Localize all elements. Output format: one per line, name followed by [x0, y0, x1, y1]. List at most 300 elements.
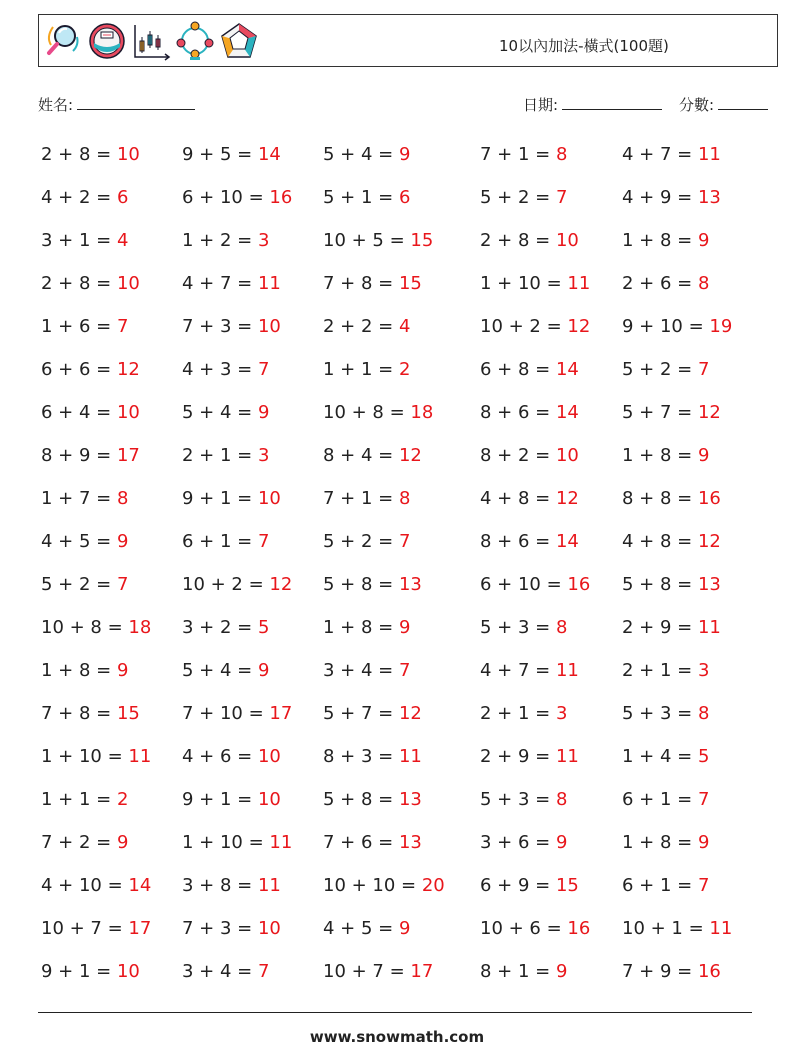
problem-question: 10 + 6 =: [480, 918, 568, 939]
problem-item: [182, 186, 292, 210]
problem-answer: 7: [555, 187, 568, 208]
problem-question: 3 + 2 =: [182, 617, 258, 638]
clock-icon: [87, 21, 127, 61]
problem-question: 4 + 9 =: [622, 187, 698, 208]
problem-item: [323, 960, 433, 984]
problem-answer: 16: [567, 574, 591, 595]
problem-answer: 16: [697, 488, 721, 509]
problem-item: [182, 831, 292, 855]
problem-answer: 9: [697, 230, 710, 251]
problem-answer: 13: [697, 574, 721, 595]
problem-answer: 12: [398, 703, 422, 724]
date-field: [523, 94, 662, 115]
problem-answer: 9: [555, 961, 568, 982]
problem-item: [41, 315, 128, 339]
problem-item: [622, 917, 732, 941]
problem-question: 10 + 7 =: [323, 961, 411, 982]
problem-item: [182, 401, 269, 425]
problem-item: [622, 788, 709, 812]
problem-question: 2 + 1 =: [182, 445, 258, 466]
problem-question: 7 + 3 =: [182, 316, 258, 337]
problem-item: [480, 917, 590, 941]
problem-question: 2 + 2 =: [323, 316, 399, 337]
problem-question: 8 + 8 =: [622, 488, 698, 509]
problem-item: [41, 530, 128, 554]
problem-answer: 10: [116, 961, 140, 982]
problem-answer: 17: [269, 703, 293, 724]
problem-answer: 9: [116, 832, 129, 853]
problem-item: [41, 186, 128, 210]
problem-item: [622, 186, 721, 210]
problem-item: [622, 272, 709, 296]
problem-question: 2 + 8 =: [41, 144, 117, 165]
problem-answer: 7: [257, 961, 270, 982]
problem-item: [323, 874, 445, 898]
problem-item: [622, 487, 721, 511]
problem-answer: 11: [398, 746, 422, 767]
problem-answer: 6: [116, 187, 129, 208]
problem-item: [323, 487, 410, 511]
problem-answer: 18: [128, 617, 152, 638]
problem-item: [182, 530, 269, 554]
problem-item: [41, 659, 128, 683]
score-field: [679, 94, 768, 115]
problem-item: [323, 315, 410, 339]
magnifier-icon: [43, 21, 83, 61]
problem-question: 7 + 9 =: [622, 961, 698, 982]
problem-question: 2 + 1 =: [480, 703, 556, 724]
problem-item: [480, 315, 590, 339]
problem-item: [480, 186, 567, 210]
problem-item: [323, 272, 422, 296]
problem-item: [182, 960, 269, 984]
problem-item: [480, 229, 579, 253]
problem-item: [323, 831, 422, 855]
problem-question: 1 + 10 =: [480, 273, 568, 294]
problem-question: 2 + 8 =: [41, 273, 117, 294]
problem-question: 5 + 4 =: [182, 660, 258, 681]
problem-question: 5 + 7 =: [622, 402, 698, 423]
problem-question: 4 + 5 =: [323, 918, 399, 939]
problem-answer: 4: [398, 316, 411, 337]
problem-item: [41, 143, 140, 167]
problem-question: 1 + 8 =: [622, 230, 698, 251]
problem-item: [41, 229, 128, 253]
problem-answer: 12: [567, 316, 591, 337]
problem-item: [182, 315, 281, 339]
problem-question: 3 + 8 =: [182, 875, 258, 896]
problem-answer: 3: [555, 703, 568, 724]
problem-item: [622, 702, 709, 726]
problem-answer: 20: [421, 875, 445, 896]
problem-answer: 7: [116, 574, 129, 595]
problem-question: 10 + 2 =: [480, 316, 568, 337]
problem-item: [41, 874, 151, 898]
problem-question: 5 + 3 =: [480, 617, 556, 638]
problem-item: [480, 358, 579, 382]
problem-answer: 9: [398, 617, 411, 638]
problem-item: [480, 573, 590, 597]
problem-item: [182, 487, 281, 511]
problem-question: 9 + 5 =: [182, 144, 258, 165]
problem-answer: 14: [555, 359, 579, 380]
problem-answer: 11: [567, 273, 591, 294]
problem-item: [480, 960, 567, 984]
problem-answer: 9: [257, 660, 270, 681]
problem-item: [41, 272, 140, 296]
problem-item: [622, 573, 721, 597]
problem-item: [480, 487, 579, 511]
problem-question: 6 + 9 =: [480, 875, 556, 896]
problem-question: 7 + 6 =: [323, 832, 399, 853]
stock-chart-icon: [131, 21, 171, 61]
problem-item: [480, 616, 567, 640]
score-label: 分數:: [679, 96, 715, 114]
problem-question: 5 + 3 =: [480, 789, 556, 810]
problem-question: 5 + 2 =: [323, 531, 399, 552]
problem-answer: 19: [709, 316, 733, 337]
problem-answer: 10: [116, 273, 140, 294]
problem-answer: 10: [555, 445, 579, 466]
problem-question: 7 + 8 =: [323, 273, 399, 294]
problem-answer: 9: [555, 832, 568, 853]
problem-question: 8 + 6 =: [480, 531, 556, 552]
problem-item: [41, 788, 128, 812]
problem-question: 1 + 8 =: [41, 660, 117, 681]
problem-question: 10 + 8 =: [323, 402, 411, 423]
problem-question: 6 + 10 =: [480, 574, 568, 595]
problem-item: [622, 745, 709, 769]
problem-question: 2 + 9 =: [622, 617, 698, 638]
problem-answer: 3: [257, 445, 270, 466]
problem-answer: 12: [398, 445, 422, 466]
problem-question: 5 + 3 =: [622, 703, 698, 724]
problem-answer: 16: [697, 961, 721, 982]
name-blank[interactable]: [77, 95, 195, 110]
problem-question: 1 + 2 =: [182, 230, 258, 251]
problem-question: 4 + 7 =: [480, 660, 556, 681]
problem-answer: 15: [398, 273, 422, 294]
problem-question: 10 + 1 =: [622, 918, 710, 939]
problem-answer: 8: [555, 617, 568, 638]
problem-item: [182, 229, 269, 253]
problem-item: [182, 702, 292, 726]
problem-answer: 11: [709, 918, 733, 939]
problem-item: [622, 315, 732, 339]
problem-item: [182, 659, 269, 683]
problem-answer: 7: [398, 531, 411, 552]
problem-item: [41, 616, 151, 640]
problem-question: 10 + 8 =: [41, 617, 129, 638]
problem-answer: 8: [697, 703, 710, 724]
problem-item: [182, 573, 292, 597]
problem-question: 7 + 1 =: [323, 488, 399, 509]
problem-question: 6 + 8 =: [480, 359, 556, 380]
problem-answer: 14: [555, 531, 579, 552]
problem-answer: 11: [257, 875, 281, 896]
problem-question: 8 + 1 =: [480, 961, 556, 982]
problem-question: 5 + 1 =: [323, 187, 399, 208]
problem-answer: 14: [128, 875, 152, 896]
problem-question: 5 + 2 =: [480, 187, 556, 208]
problem-answer: 12: [555, 488, 579, 509]
problem-answer: 14: [555, 402, 579, 423]
problem-question: 9 + 10 =: [622, 316, 710, 337]
problem-item: [323, 143, 410, 167]
problem-answer: 9: [116, 660, 129, 681]
problem-question: 1 + 8 =: [622, 832, 698, 853]
problem-item: [480, 831, 567, 855]
problem-question: 5 + 4 =: [182, 402, 258, 423]
problem-question: 5 + 8 =: [323, 574, 399, 595]
problem-answer: 15: [116, 703, 140, 724]
problem-answer: 8: [555, 144, 568, 165]
problem-question: 3 + 4 =: [323, 660, 399, 681]
problem-item: [182, 788, 281, 812]
problem-item: [480, 143, 567, 167]
problem-question: 4 + 7 =: [622, 144, 698, 165]
problem-question: 3 + 1 =: [41, 230, 117, 251]
problem-answer: 12: [269, 574, 293, 595]
problem-item: [622, 659, 709, 683]
problem-item: [182, 444, 269, 468]
problem-answer: 12: [697, 531, 721, 552]
problem-item: [41, 358, 140, 382]
problem-item: [480, 401, 579, 425]
problem-item: [622, 960, 721, 984]
problem-question: 6 + 1 =: [622, 875, 698, 896]
problem-question: 2 + 8 =: [480, 230, 556, 251]
problem-question: 9 + 1 =: [182, 488, 258, 509]
sheet-title: 10以內加法-橫式(100題): [499, 37, 669, 55]
problem-answer: 10: [116, 144, 140, 165]
problem-item: [622, 401, 721, 425]
problem-answer: 11: [555, 660, 579, 681]
problem-item: [323, 745, 422, 769]
date-label: 日期:: [523, 96, 559, 114]
problem-question: 3 + 6 =: [480, 832, 556, 853]
problem-answer: 6: [398, 187, 411, 208]
problem-answer: 17: [128, 918, 152, 939]
problem-question: 10 + 10 =: [323, 875, 422, 896]
score-blank[interactable]: [718, 95, 768, 110]
problem-item: [323, 229, 433, 253]
problem-answer: 10: [555, 230, 579, 251]
problem-answer: 7: [697, 789, 710, 810]
problem-answer: 8: [116, 488, 129, 509]
problem-answer: 7: [398, 660, 411, 681]
problem-item: [622, 358, 709, 382]
problem-question: 8 + 2 =: [480, 445, 556, 466]
problem-question: 2 + 6 =: [622, 273, 698, 294]
problem-question: 7 + 10 =: [182, 703, 270, 724]
problem-answer: 9: [257, 402, 270, 423]
problem-question: 5 + 7 =: [323, 703, 399, 724]
problem-answer: 11: [257, 273, 281, 294]
problem-question: 1 + 10 =: [182, 832, 270, 853]
problem-question: 5 + 2 =: [622, 359, 698, 380]
problem-question: 4 + 8 =: [480, 488, 556, 509]
problem-item: [323, 530, 410, 554]
problem-question: 7 + 2 =: [41, 832, 117, 853]
problem-answer: 7: [116, 316, 129, 337]
problem-item: [323, 917, 410, 941]
problem-answer: 5: [697, 746, 710, 767]
problem-item: [323, 401, 433, 425]
problem-item: [41, 444, 140, 468]
problem-answer: 13: [398, 789, 422, 810]
problem-answer: 15: [410, 230, 434, 251]
problem-question: 1 + 4 =: [622, 746, 698, 767]
problem-item: [480, 745, 579, 769]
problem-question: 5 + 4 =: [323, 144, 399, 165]
problem-question: 8 + 4 =: [323, 445, 399, 466]
problem-item: [323, 659, 410, 683]
problem-question: 1 + 7 =: [41, 488, 117, 509]
problem-item: [480, 530, 579, 554]
problem-answer: 8: [697, 273, 710, 294]
problem-answer: 9: [398, 144, 411, 165]
problem-answer: 17: [116, 445, 140, 466]
problem-item: [622, 616, 721, 640]
problem-question: 6 + 4 =: [41, 402, 117, 423]
problem-answer: 10: [257, 746, 281, 767]
problem-answer: 8: [398, 488, 411, 509]
problem-answer: 9: [398, 918, 411, 939]
problem-answer: 7: [257, 531, 270, 552]
problem-answer: 2: [398, 359, 411, 380]
problem-answer: 7: [257, 359, 270, 380]
problem-answer: 16: [567, 918, 591, 939]
problem-question: 3 + 4 =: [182, 961, 258, 982]
problem-answer: 7: [697, 359, 710, 380]
problem-item: [182, 745, 281, 769]
problem-item: [41, 487, 128, 511]
problem-item: [182, 874, 281, 898]
problem-answer: 11: [697, 617, 721, 638]
problem-question: 10 + 7 =: [41, 918, 129, 939]
problem-answer: 5: [257, 617, 270, 638]
problem-item: [622, 444, 709, 468]
problem-answer: 18: [410, 402, 434, 423]
pentagon-chart-icon: [219, 21, 259, 61]
header-box: [38, 14, 778, 67]
problem-question: 1 + 1 =: [323, 359, 399, 380]
footer-divider: [38, 1012, 752, 1013]
problem-question: 2 + 9 =: [480, 746, 556, 767]
problem-answer: 11: [697, 144, 721, 165]
problem-item: [323, 702, 422, 726]
problem-item: [323, 573, 422, 597]
problem-item: [182, 272, 281, 296]
name-label: 姓名:: [38, 96, 74, 114]
problem-answer: 10: [257, 918, 281, 939]
problem-answer: 8: [555, 789, 568, 810]
problem-question: 8 + 9 =: [41, 445, 117, 466]
problem-question: 10 + 5 =: [323, 230, 411, 251]
problem-item: [41, 960, 140, 984]
problem-question: 1 + 6 =: [41, 316, 117, 337]
problem-answer: 2: [116, 789, 129, 810]
problem-answer: 7: [697, 875, 710, 896]
problem-question: 4 + 5 =: [41, 531, 117, 552]
problem-item: [41, 917, 151, 941]
problem-item: [622, 874, 709, 898]
problem-question: 10 + 2 =: [182, 574, 270, 595]
problem-item: [182, 616, 269, 640]
problem-item: [622, 143, 721, 167]
problem-item: [41, 401, 140, 425]
problem-question: 7 + 3 =: [182, 918, 258, 939]
problem-question: 4 + 10 =: [41, 875, 129, 896]
problem-answer: 3: [257, 230, 270, 251]
problem-question: 6 + 1 =: [182, 531, 258, 552]
problem-answer: 10: [257, 316, 281, 337]
problem-question: 1 + 8 =: [323, 617, 399, 638]
problem-question: 2 + 1 =: [622, 660, 698, 681]
problem-question: 6 + 10 =: [182, 187, 270, 208]
problem-item: [41, 702, 140, 726]
problem-question: 4 + 8 =: [622, 531, 698, 552]
problem-question: 1 + 1 =: [41, 789, 117, 810]
problem-question: 9 + 1 =: [41, 961, 117, 982]
problem-item: [622, 229, 709, 253]
problem-question: 5 + 8 =: [622, 574, 698, 595]
problem-item: [182, 917, 281, 941]
problem-item: [323, 788, 422, 812]
problem-item: [323, 186, 410, 210]
problem-answer: 17: [410, 961, 434, 982]
problem-question: 5 + 2 =: [41, 574, 117, 595]
problem-question: 8 + 6 =: [480, 402, 556, 423]
problem-question: 1 + 10 =: [41, 746, 129, 767]
problem-item: [41, 573, 128, 597]
problem-answer: 16: [269, 187, 293, 208]
problem-item: [323, 616, 410, 640]
problem-question: 4 + 2 =: [41, 187, 117, 208]
problem-question: 8 + 3 =: [323, 746, 399, 767]
problem-answer: 10: [257, 488, 281, 509]
problem-answer: 9: [697, 445, 710, 466]
date-blank[interactable]: [562, 95, 662, 110]
problem-question: 7 + 8 =: [41, 703, 117, 724]
problem-answer: 14: [257, 144, 281, 165]
problem-answer: 13: [398, 832, 422, 853]
problem-item: [480, 659, 579, 683]
problem-item: [41, 745, 151, 769]
problem-answer: 13: [398, 574, 422, 595]
problem-question: 5 + 8 =: [323, 789, 399, 810]
problem-answer: 3: [697, 660, 710, 681]
problem-answer: 9: [697, 832, 710, 853]
problem-item: [323, 444, 422, 468]
problem-answer: 4: [116, 230, 129, 251]
problem-item: [182, 143, 281, 167]
problem-answer: 10: [257, 789, 281, 810]
problem-answer: 15: [555, 875, 579, 896]
problem-answer: 9: [116, 531, 129, 552]
problem-question: 4 + 6 =: [182, 746, 258, 767]
problem-answer: 13: [697, 187, 721, 208]
problem-item: [480, 272, 590, 296]
footer-url: www.snowmath.com: [309, 1028, 485, 1046]
problem-question: 6 + 6 =: [41, 359, 117, 380]
problem-question: 4 + 3 =: [182, 359, 258, 380]
problem-answer: 12: [116, 359, 140, 380]
problem-item: [480, 788, 567, 812]
problem-item: [480, 702, 567, 726]
problem-question: 6 + 1 =: [622, 789, 698, 810]
